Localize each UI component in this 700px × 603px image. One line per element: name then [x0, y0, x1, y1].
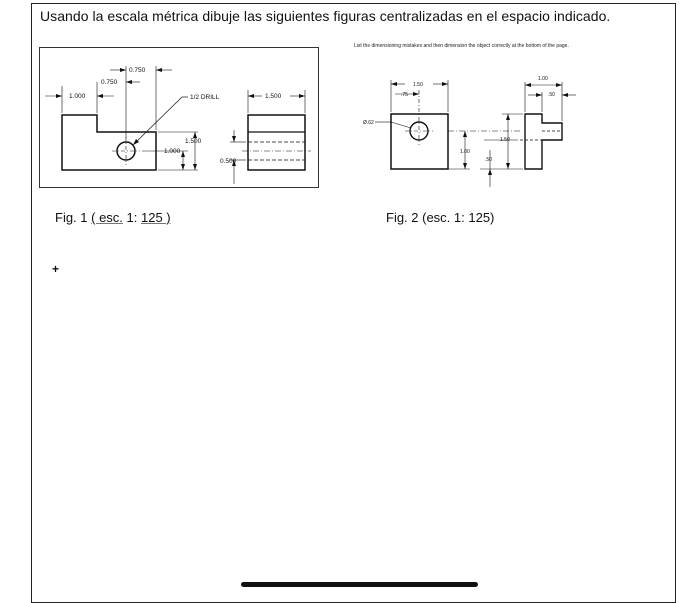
- fig1-caption-scale: 125 ): [141, 210, 171, 225]
- dim-1000-inner: 1.000: [164, 148, 181, 155]
- fig1-side-outline: [248, 115, 305, 170]
- dim-0750-top: 0.750: [129, 67, 146, 74]
- dim2-50-v: .50: [485, 157, 492, 163]
- fig1-caption-middle: 1:: [122, 210, 141, 225]
- fig1-front-outline: [62, 115, 156, 170]
- figure-1-dimension-labels: [69, 67, 282, 165]
- dim2-dia: Ø.62: [363, 120, 374, 126]
- dim2-150-v: 1.50: [500, 137, 510, 143]
- cursor-crosshair-icon: +: [52, 262, 60, 276]
- dim-1500-side: 1.500: [185, 138, 202, 145]
- fig1-caption-prefix: Fig. 1: [55, 210, 92, 225]
- figure-2-caption: Fig. 2 (esc. 1: 125): [386, 210, 495, 225]
- figure-2-instruction-note: List the dimensioning mistakes and then dimension the object correctly at the bottom of the page.: [354, 43, 569, 49]
- dim2-100-top: 1.00: [538, 76, 548, 82]
- figure-2-dimension-labels: [363, 76, 555, 163]
- home-indicator-bar[interactable]: [241, 582, 478, 587]
- figure-2-front-view: [375, 80, 520, 169]
- dim-drill: 1/2 DRILL: [190, 94, 220, 101]
- figure-2-side-view: [480, 82, 576, 187]
- dim-0500: 0.500: [220, 158, 237, 165]
- figure-1-side-view: [230, 90, 311, 184]
- dim-0750-mid: 0.750: [101, 79, 118, 86]
- dim-1500-top: 1.500: [265, 93, 282, 100]
- dim2-75: .75: [401, 92, 408, 98]
- figure-1-caption: [55, 210, 171, 225]
- dim2-100-v: 1.00: [460, 149, 470, 155]
- dim2-150-top: 1.50: [413, 82, 423, 88]
- fig1-caption-esc: ( esc.: [91, 210, 123, 225]
- dim-1000-left: 1.000: [69, 93, 86, 100]
- dim2-50-top: .50: [548, 92, 555, 98]
- fig2-side-outline: [525, 114, 562, 169]
- instruction-text: Usando la escala métrica dibuje las siguientes figuras centralizadas en el espacio indicado.: [40, 8, 611, 24]
